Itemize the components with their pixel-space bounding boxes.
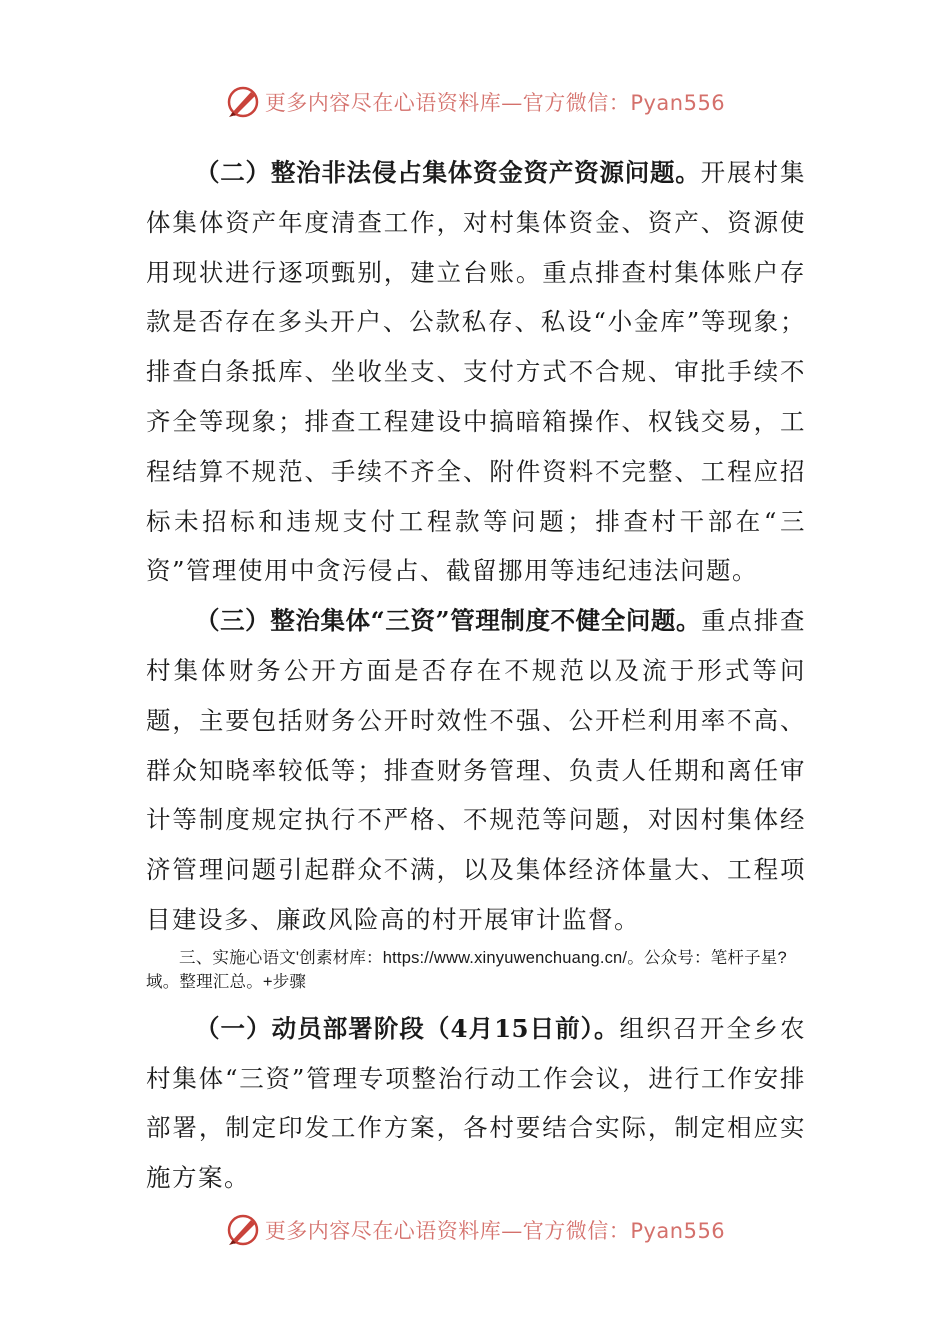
- paragraph-2: [146, 148, 806, 596]
- watermark-handle: Pyan556: [630, 91, 726, 115]
- paragraph-text: 重点排查村集体财务公开方面是否存在不规范以及流于形式等问题，主要包括财务公开时效性不强、公开栏利用率不高、群众知晓率较低等；排查财务管理、负责人任期和离任审计等制度规定执行不严格、不规范等问题，对因村集体经济管理问题引起群众不满，以及集体经济体量大、工程项目建设多、廉政风险高的村开展审计监督。: [146, 606, 807, 934]
- watermark-banner-bottom: [0, 1210, 950, 1250]
- watermark-chinese: 更多内容尽在心语资料库—官方微信：: [264, 1219, 631, 1243]
- paragraph-heading: （三）整治集体“三资”管理制度不健全问题。: [195, 606, 702, 636]
- watermark-chinese: 更多内容尽在心语资料库—官方微信：: [264, 91, 631, 115]
- watermark-banner-top: [0, 82, 950, 122]
- paragraph-text: 开展村集体集体资产年度清查工作，对村集体资金、资产、资源使用现状进行逐项甄别，建立台账。重点排查村集体账户存款是否存在多头开户、公款私存、私设“小金库”等现象；排查白条抵库、坐收坐支、支付方式不合规、审批手续不齐全等现象；排查工程建设中搞暗箱操作、权钱交易，工程结算不规范、手续不齐全、附件资料不完整、工程应招标未招标和违规支付工程款等问题；排查村干部在“三资”管理使用中贪污侵占、截留挪用等违纪违法问题。: [146, 158, 807, 586]
- watermark-handle: Pyan556: [630, 1219, 726, 1243]
- section-note: 三、实施心语文'创素材库：https://www.xinyuwenchuang.cn/。公众号：笔杆子星?域。整理汇总。+步骤: [146, 948, 787, 991]
- pen-logo-icon: [225, 84, 261, 120]
- paragraph-heading: （二）整治非法侵占集体资金资产资源问题。: [195, 158, 701, 187]
- watermark-text: [265, 87, 725, 117]
- paragraph-text: 组织召开全乡农村集体“三资”管理专项整治行动工作会议，进行工作安排部署，制定印发工作方案，各村要结合实际，制定相应实施方案。: [146, 1013, 807, 1193]
- paragraph-mobilization: [146, 1004, 806, 1203]
- pen-logo-icon: [225, 1212, 261, 1248]
- paragraph-3: [146, 596, 806, 945]
- paragraph-heading: （一）动员部署阶段（4月15日前）。: [195, 1013, 620, 1043]
- watermark-text: [265, 1215, 725, 1245]
- document-body: [146, 148, 806, 1203]
